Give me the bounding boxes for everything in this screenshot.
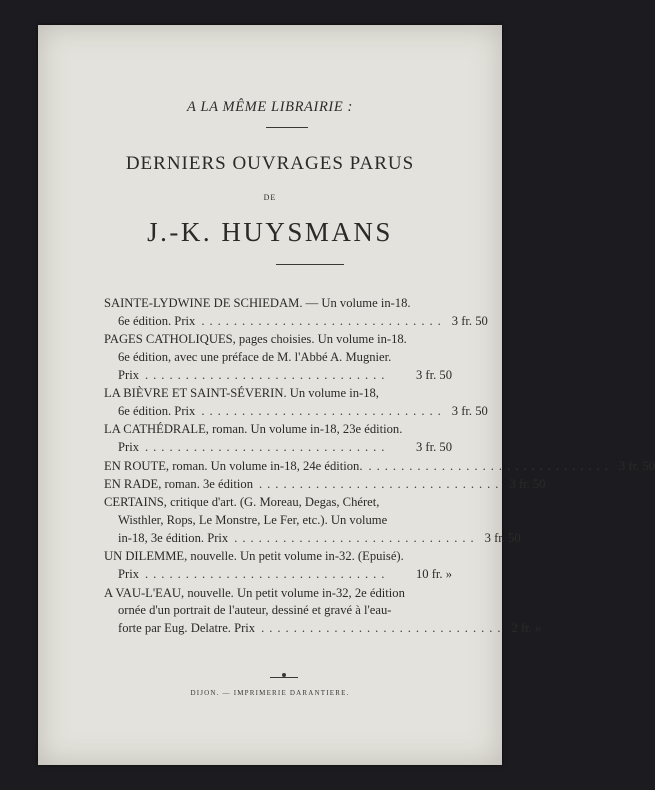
entry-price: 2 fr. » xyxy=(511,621,542,636)
entry-line: Prix xyxy=(118,367,139,382)
entry-price: 3 fr. 50 xyxy=(415,367,452,382)
divider-rule xyxy=(266,127,308,128)
book-list xyxy=(104,295,655,638)
book-entry xyxy=(104,385,488,421)
dot-leader: .............................. xyxy=(259,476,504,491)
entry-line: in-18, 3e édition. Prix xyxy=(118,530,229,545)
entry-price: 3 fr. 50 xyxy=(451,313,488,328)
entry-line: Wisthler, Rops, Le Monstre, Le Fer, etc.). Un volume xyxy=(118,513,388,528)
book-entry xyxy=(104,585,542,638)
divider-rule xyxy=(276,264,344,265)
entry-price-line xyxy=(104,367,452,385)
entry-price-line xyxy=(104,530,521,548)
entry-line: A VAU-L'EAU, nouvelle. Un petit volume in-32, 2e édition xyxy=(104,585,405,600)
entry-price: 3 fr. 50 xyxy=(618,458,655,473)
entry-price-line xyxy=(104,566,452,584)
entry-line: ornée d'un portrait de l'auteur, dessiné et gravé à l'eau- xyxy=(118,603,392,618)
dot-leader: .............................. xyxy=(261,621,506,636)
book-back-cover xyxy=(38,25,655,765)
ornament-rule xyxy=(270,677,298,678)
entry-line: 6e édition. Prix xyxy=(118,403,196,418)
dot-leader: .............................. xyxy=(145,367,390,382)
entry-price: 3 fr. 50 xyxy=(484,530,521,545)
entry-line: PAGES CATHOLIQUES, pages choisies. Un volume in-18. xyxy=(104,332,407,347)
book-entry xyxy=(104,548,452,584)
section-title: DERNIERS OUVRAGES PARUS xyxy=(125,153,415,174)
dot-leader: .............................. xyxy=(201,403,446,418)
author-name: J.-K. HUYSMANS xyxy=(147,217,393,247)
entry-price: 3 fr. 50 xyxy=(451,403,488,418)
publisher-heading: A LA MÊME LIBRAIRIE : xyxy=(187,99,353,115)
entry-line: UN DILEMME, nouvelle. Un petit volume in-32. (Epuisé). xyxy=(104,549,404,564)
dot-leader: .............................. xyxy=(201,313,446,328)
dot-leader: .............................. xyxy=(368,458,613,473)
entry-line: SAINTE-LYDWINE DE SCHIEDAM. — Un volume in-18. xyxy=(104,296,411,310)
entry-price: 10 fr. » xyxy=(415,567,452,582)
entry-line: EN RADE, roman. 3e édition xyxy=(104,476,253,491)
book-entry xyxy=(104,494,521,547)
entry-price-line xyxy=(104,313,488,331)
entry-price-line xyxy=(104,620,542,638)
entry-line: CERTAINS, critique d'art. (G. Moreau, Degas, Chéret, xyxy=(104,495,380,510)
dot-leader: .............................. xyxy=(145,567,390,582)
book-entry xyxy=(104,421,452,457)
by-label: DE xyxy=(263,193,277,202)
entry-line: 6e édition, avec une préface de M. l'Abbé A. Mugnier. xyxy=(118,349,392,364)
entry-price-line xyxy=(104,439,452,457)
dot-leader: .............................. xyxy=(145,440,390,455)
entry-price-line xyxy=(104,458,655,476)
book-entry xyxy=(104,458,655,476)
book-entry xyxy=(104,295,488,331)
entry-price: 3 fr. 50 xyxy=(509,476,546,491)
entry-line: LA BIÈVRE ET SAINT-SÉVERIN. Un volume in-18, xyxy=(104,386,379,401)
entry-price-line xyxy=(104,403,488,421)
printer-imprint: DIJON. — IMPRIMERIE DARANTIERE. xyxy=(190,689,350,697)
entry-line: Prix xyxy=(118,567,139,582)
book-entry xyxy=(104,331,452,384)
book-entry xyxy=(104,476,546,494)
entry-price: 3 fr. 50 xyxy=(415,440,452,455)
entry-line: forte par Eug. Delatre. Prix xyxy=(118,621,256,636)
entry-line: Prix xyxy=(118,440,139,455)
entry-line: EN ROUTE, roman. Un volume in-18, 24e édition. xyxy=(104,458,363,473)
entry-price-line xyxy=(104,476,546,494)
dot-leader: .............................. xyxy=(234,530,479,545)
entry-line: 6e édition. Prix xyxy=(118,313,196,328)
entry-line: LA CATHÉDRALE, roman. Un volume in-18, 23e édition. xyxy=(104,422,403,437)
